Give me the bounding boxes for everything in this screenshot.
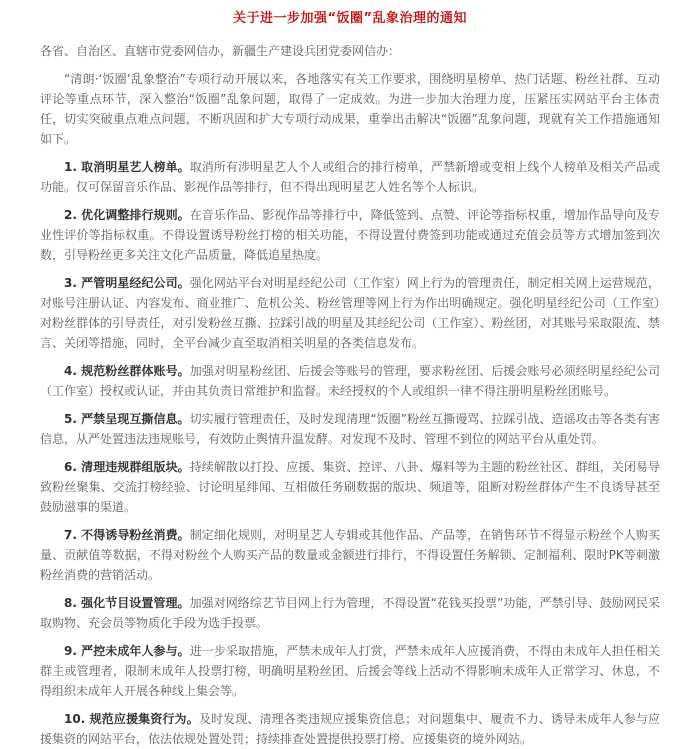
item-7-body: 制定细化规则，对明星艺人专辑或其他作品、产品等，在销售环节不得显示粉丝个人购买量、贡献值等数据，不得对粉丝个人购买产品的数量或金额进行排行，不得设置任务解锁、定制福利、限时PK等刺激粉丝消费的营销活动。	[40, 528, 660, 582]
item-2-heading: 2. 优化调整排行规则。	[64, 208, 190, 222]
salutation-line: 各省、自治区、直辖市党委网信办，新疆生产建设兵团党委网信办：	[40, 44, 401, 58]
item-3-body: 强化网站平台对明星经纪公司（工作室）网上行为的管理责任，制定相关网上运营规范，对账号注册认证、内容发布、商业推广、危机公关、粉丝管理等网上行为作出明确规定。强化明星经纪公司（工作室）对粉丝群体的引导责任，对引发粉丝互撕、拉踩引战的明星及其经纪公司（工作室）、粉丝团，对其账号采取限流、禁言、关闭等措施，同时，全平台减少直至取消相关明星的各类信息发布。	[40, 276, 660, 350]
item-5-heading: 5. 严禁呈现互撕信息。	[64, 412, 190, 426]
item-5-body: 切实履行管理责任，及时发现清理“饭圈”粉丝互撕谩骂、拉踩引战、造谣攻击等各类有害信息，从严处置违法违规账号，有效防止舆情升温发酵。对发现不及时、管理不到位的网站平台从重处罚。	[40, 412, 660, 446]
item-9-heading: 9. 严控未成年人参与。	[64, 644, 190, 658]
item-7-heading: 7. 不得诱导粉丝消费。	[64, 528, 190, 542]
item-6	[40, 457, 660, 517]
item-2	[40, 205, 660, 265]
item-4	[40, 361, 660, 401]
item-6-heading: 6. 清理违规群组版块。	[64, 460, 190, 474]
item-9	[40, 641, 660, 701]
item-10-body: 及时发现、清理各类违规应援集资信息；对问题集中、履责不力、诱导未成年人参与应援集资的网站平台，依法依规处置处罚；持续排查处置提供投票打榜、应援集资的境外网站。	[40, 712, 661, 746]
item-3-heading: 3. 严管明星经纪公司。	[64, 276, 190, 290]
item-1-heading: 1. 取消明星艺人榜单。	[64, 160, 190, 174]
item-8-body: 加强对网络综艺节目网上行为管理，不得设置“花钱买投票”功能，严禁引导、鼓励网民采取购物、充会员等物质化手段为选手投票。	[40, 596, 660, 630]
item-4-heading: 4. 规范粉丝群体账号。	[64, 364, 190, 378]
item-7	[40, 525, 660, 585]
item-2-body: 在音乐作品、影视作品等排行中，降低签到、点赞、评论等指标权重，增加作品导向及专业性评价等指标权重。不得设置诱导粉丝打榜的相关功能，不得设置付费签到功能或通过充值会员等方式增加签到次数，引导粉丝更多关注文化产品质量，降低追星热度。	[40, 208, 660, 262]
document-title: 关于进一步加强“饭圈”乱象治理的通知	[232, 11, 468, 26]
item-8	[40, 593, 660, 633]
item-3	[40, 273, 660, 353]
item-1-body: 取消所有涉明星艺人个人或组合的排行榜单，严禁新增或变相上线个人榜单及相关产品或功能。仅可保留音乐作品、影视作品等排行，但不得出现明星艺人姓名等个人标识。	[40, 160, 660, 194]
item-10	[40, 709, 660, 749]
item-6-body: 持续解散以打投、应援、集资、控评、八卦、爆料等为主题的粉丝社区、群组，关闭易导致粉丝聚集、交流打榜经验、讨论明星绯闻、互相做任务刷数据的版块、频道等，阻断对粉丝群体产生不良诱导甚至鼓励滋事的渠道。	[40, 460, 660, 514]
item-8-heading: 8. 强化节目设置管理。	[64, 596, 190, 610]
item-1	[40, 157, 660, 197]
item-5	[40, 409, 660, 449]
intro-paragraph: “清朗·‘饭圈’乱象整治”专项行动开展以来，各地落实有关工作要求，围绕明星榜单、热门话题、粉丝社群、互动评论等重点环节，深入整治“饭圈”乱象问题，取得了一定成效。为进一步加大治理力度，压紧压实网站平台主体责任，切实突破重点难点问题，不断巩固和扩大专项行动成果，重拳出击解决“饭圈”乱象问题，现就有关工作措施通知如下。	[40, 72, 660, 146]
item-4-body: 加强对明星粉丝团、后援会等账号的管理，要求粉丝团、后援会账号必须经明星经纪公司（工作室）授权或认证，并由其负责日常维护和监督。未经授权的个人或组织一律不得注册明星粉丝团账号。	[40, 364, 660, 398]
item-10-heading: 10. 规范应援集资行为。	[64, 712, 199, 726]
item-9-body: 进一步采取措施，严禁未成年人打赏，严禁未成年人应援消费，不得由未成年人担任相关群主或管理者，限制未成年人投票打榜，明确明星粉丝团、后援会等线上活动不得影响未成年人正常学习、休息，不得组织未成年人开展各种线上集会等。	[40, 644, 660, 698]
